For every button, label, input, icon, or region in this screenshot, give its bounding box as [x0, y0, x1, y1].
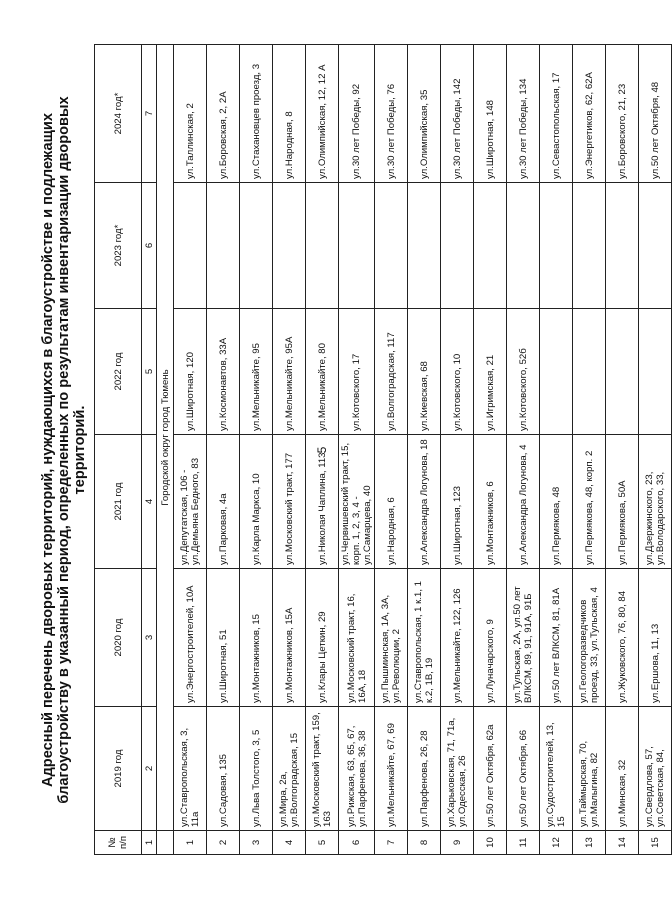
address-cell: ул.Энергостроителей, 10А [174, 569, 207, 707]
address-cell: ул.Московский тракт, 177 [273, 435, 306, 569]
address-cell: ул.Червишевский тракт, 15, корп. 1, 2, 3, 4 - ул.Самарцева, 40 [339, 435, 375, 569]
address-cell: ул.Народная, 8 [273, 45, 306, 183]
column-numbers-row [142, 45, 157, 855]
page-number: 5 [315, 446, 329, 454]
row-number-cell: 10 [474, 831, 507, 855]
address-cell: ул.Пермякова, 50А [606, 435, 639, 569]
row-number-cell: 5 [306, 831, 339, 855]
row-number-cell: 3 [240, 831, 273, 855]
region-row [157, 45, 174, 855]
table-row [207, 45, 240, 855]
address-cell: ул.Боровского, 21, 23 [606, 45, 639, 183]
address-cell: ул.50 лет Октября, 66 [507, 707, 540, 831]
address-cell: ул.Московский тракт, 16, 16А, 18 [339, 569, 375, 707]
row-number-cell: 6 [339, 831, 375, 855]
address-cell: ул.50 лет Октября, 48 [639, 45, 672, 183]
table-row [306, 45, 339, 855]
address-cell: ул.30 лет Победы, 92 [339, 45, 375, 183]
address-cell: ул.Широтная, 120 [174, 309, 207, 435]
address-cell: ул.Монтажников, 15А [273, 569, 306, 707]
address-cell: ул.Монтажников, 15 [240, 569, 273, 707]
address-cell: ул.Садовая, 135 [207, 707, 240, 831]
address-cell [207, 183, 240, 309]
row-number-cell: 2 [207, 831, 240, 855]
column-header-2019: 2019 год [95, 707, 142, 831]
address-cell: ул.Игримская, 21 [474, 309, 507, 435]
table-row [639, 45, 672, 855]
table-row [408, 45, 441, 855]
address-cell: ул.Клары Цеткин, 29 [306, 569, 339, 707]
address-cell: ул.Таллинская, 2 [174, 45, 207, 183]
address-cell: ул.Карла Маркса, 10 [240, 435, 273, 569]
region-row-spacer [157, 831, 174, 855]
address-cell [375, 183, 408, 309]
address-cell: ул.Тульская, 2А, ул.50 лет ВЛКСМ, 89, 91, 91А, 91Б [507, 569, 540, 707]
table-row [573, 45, 606, 855]
column-number: 6 [142, 183, 157, 309]
address-cell [606, 183, 639, 309]
address-cell: ул.Пышминская, 1А, 3А, ул.Революции, 2 [375, 569, 408, 707]
address-cell: ул.30 лет Победы, 134 [507, 45, 540, 183]
table-row [273, 45, 306, 855]
table-row [606, 45, 639, 855]
address-cell: ул.Народная, 6 [375, 435, 408, 569]
address-cell: ул.Котовского, 52б [507, 309, 540, 435]
address-cell: ул.Ставропольская, 3, 11а [174, 707, 207, 831]
address-cell: ул.Александра Логунова, 18 [408, 435, 441, 569]
address-cell [339, 183, 375, 309]
address-cell: ул.Мельникайте, 80 [306, 309, 339, 435]
address-cell: ул.Мельникайте, 67, 69 [375, 707, 408, 831]
address-cell: ул.Стахановцев проезд, 3 [240, 45, 273, 183]
address-cell: ул.Свердлова, 57, ул.Советская, 84, [639, 707, 672, 831]
address-cell: ул.Мельникайте, 122, 126 [441, 569, 474, 707]
column-number: 2 [142, 707, 157, 831]
address-cell [540, 309, 573, 435]
address-cell [606, 309, 639, 435]
address-cell [306, 183, 339, 309]
title-line-1: Адресный перечень дворовых территорий, нуждающихся в благоустройстве и подлежащих [40, 113, 56, 787]
address-cell: ул.Рижская, 63, 65, 67, ул.Парфенова, 36, 38 [339, 707, 375, 831]
address-cell: ул.Харьковская, 71, 71а, ул.Одесская, 26 [441, 707, 474, 831]
row-number-cell: 7 [375, 831, 408, 855]
row-number-cell: 1 [174, 831, 207, 855]
address-cell [573, 183, 606, 309]
column-header-2022: 2022 год [95, 309, 142, 435]
address-cell: ул.Пермякова, 48, корп. 2 [573, 435, 606, 569]
region-name: Городской округ город Тюмень [157, 45, 174, 831]
address-cell: ул.Льва Толстого, 3, 5 [240, 707, 273, 831]
table-row [474, 45, 507, 855]
address-cell: ул.Космонавтов, 33А [207, 309, 240, 435]
table-row [507, 45, 540, 855]
document-page [40, 45, 666, 855]
address-cell: ул.30 лет Победы, 76 [375, 45, 408, 183]
address-cell [174, 183, 207, 309]
column-header-2021: 2021 год [95, 435, 142, 569]
address-cell: ул.Парковая, 4а [207, 435, 240, 569]
address-cell: ул.Энергетиков, 62, 62А [573, 45, 606, 183]
address-cell [408, 183, 441, 309]
address-cell: ул.Парфенова, 26, 28 [408, 707, 441, 831]
address-cell: ул.Мира, 2а, ул.Волгоградская, 15 [273, 707, 306, 831]
column-number: 5 [142, 309, 157, 435]
document-title [40, 45, 88, 855]
address-cell: ул.Олимпийская, 12, 12 А [306, 45, 339, 183]
address-cell [639, 183, 672, 309]
address-cell: ул.Луначарского, 9 [474, 569, 507, 707]
address-cell [507, 183, 540, 309]
table-row [240, 45, 273, 855]
address-cell: ул.Дзержинского, 23, ул.Володарского, 33, [639, 435, 672, 569]
title-line-2: благоустройству в указанный период, определенных по результатам инвентаризации дворовых территорий. [56, 96, 88, 804]
column-header-number: № п/п [95, 831, 142, 855]
column-number: 3 [142, 569, 157, 707]
address-cell [573, 309, 606, 435]
address-cell: ул.Геологоразведчиков проезд, 33, ул.Тульская, 4 [573, 569, 606, 707]
table-row [375, 45, 408, 855]
address-cell: ул.Александра Логунова, 4 [507, 435, 540, 569]
column-number: 7 [142, 45, 157, 183]
address-cell: ул.Широтная, 51 [207, 569, 240, 707]
table-row [441, 45, 474, 855]
address-cell: ул.Мельникайте, 95 [240, 309, 273, 435]
column-header-2020: 2020 год [95, 569, 142, 707]
address-cell: ул.Олимпийская, 35 [408, 45, 441, 183]
address-cell: ул.Минская, 32 [606, 707, 639, 831]
address-cell: ул.Волгоградская, 117 [375, 309, 408, 435]
address-cell [540, 183, 573, 309]
address-cell: ул.Таймырская, 70, ул.Малыгина, 82 [573, 707, 606, 831]
address-cell: ул.Киевская, 68 [408, 309, 441, 435]
address-cell [240, 183, 273, 309]
row-number-cell: 8 [408, 831, 441, 855]
address-cell: ул.Жуковского, 76, 80, 84 [606, 569, 639, 707]
row-number-cell: 9 [441, 831, 474, 855]
column-header-2024: 2024 год* [95, 45, 142, 183]
address-cell [639, 309, 672, 435]
address-cell: ул.Котовского, 17 [339, 309, 375, 435]
address-cell: ул.Боровская, 2, 2А [207, 45, 240, 183]
address-cell: ул.Московский тракт, 159, 163 [306, 707, 339, 831]
address-cell: ул.Котовского, 10 [441, 309, 474, 435]
address-cell: ул.50 лет ВЛКСМ, 81, 81А [540, 569, 573, 707]
table-row [540, 45, 573, 855]
address-table [94, 44, 672, 855]
row-number-cell: 12 [540, 831, 573, 855]
row-number-cell: 14 [606, 831, 639, 855]
column-header-2023: 2023 год* [95, 183, 142, 309]
row-number-cell: 13 [573, 831, 606, 855]
address-cell: ул.Широтная, 148 [474, 45, 507, 183]
table-row [339, 45, 375, 855]
address-cell: ул.Ершова, 11, 13 [639, 569, 672, 707]
address-cell: ул.Николая Чаплина, 113 [306, 435, 339, 569]
row-number-cell: 11 [507, 831, 540, 855]
row-number-cell: 15 [639, 831, 672, 855]
address-cell: ул.Ставропольская, 1 к.1, 1 к.2, 1В, 19 [408, 569, 441, 707]
address-cell: ул.Депутатская, 106 - ул.Демьяна Бедного, 83 [174, 435, 207, 569]
address-cell: ул.30 лет Победы, 142 [441, 45, 474, 183]
address-cell: ул.Судостроителей, 13, 15 [540, 707, 573, 831]
address-cell: ул.Монтажников, 6 [474, 435, 507, 569]
column-number: 4 [142, 435, 157, 569]
table-header-row [95, 45, 142, 855]
column-number: 1 [142, 831, 157, 855]
table-row [174, 45, 207, 855]
address-cell: ул.Широтная, 123 [441, 435, 474, 569]
address-cell [273, 183, 306, 309]
row-number-cell: 4 [273, 831, 306, 855]
address-cell: ул.Пермякова, 48 [540, 435, 573, 569]
address-cell: ул.50 лет Октября, 62а [474, 707, 507, 831]
address-cell: ул.Севастопольская, 17 [540, 45, 573, 183]
address-cell: ул.Мельникайте, 95А [273, 309, 306, 435]
address-cell [441, 183, 474, 309]
address-cell [474, 183, 507, 309]
